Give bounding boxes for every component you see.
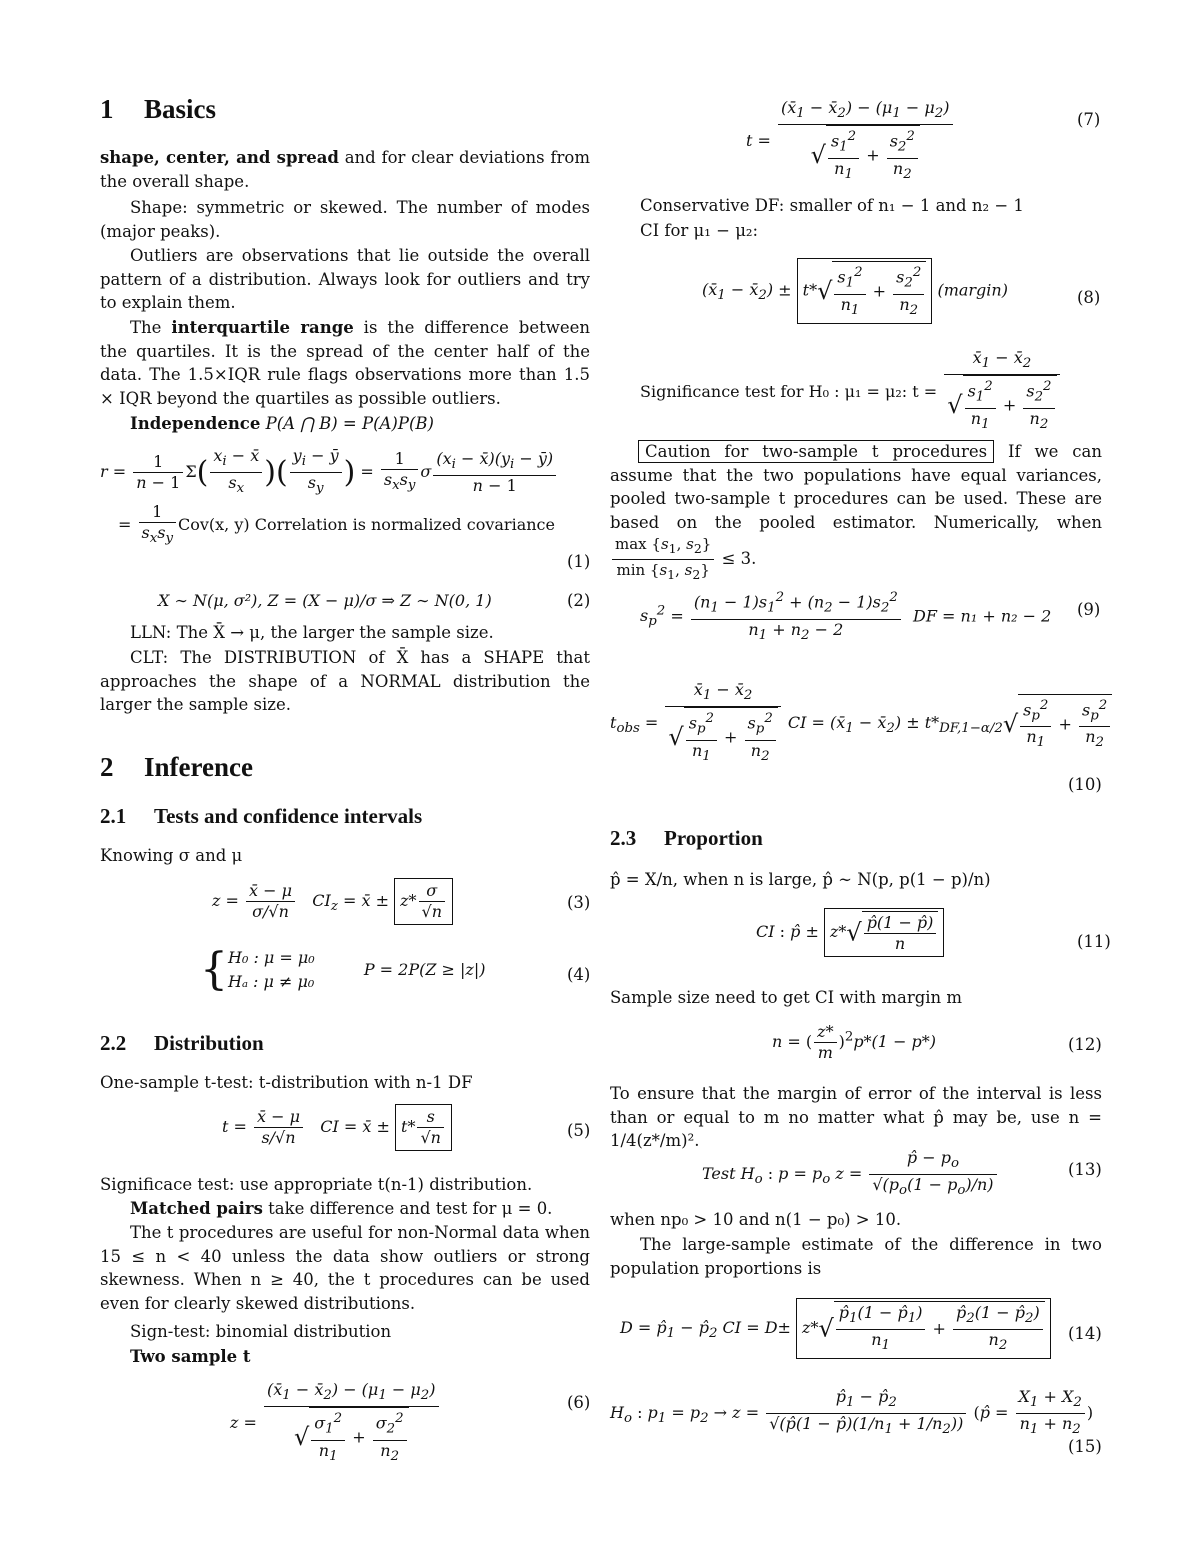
section-2-heading: 2 Inference <box>100 752 253 782</box>
paragraph-shape-center: shape, center, and spread and for clear deviations from the overall shape. <box>100 148 590 191</box>
equation-number-3: (3) <box>567 893 591 912</box>
caution-box: Caution for two-sample t procedures <box>638 440 994 463</box>
equation-number-1: (1) <box>567 552 591 571</box>
independence-line: Independence P(A ⋂ B) = P(A)P(B) <box>130 414 434 433</box>
equation-number-9: (9) <box>1077 600 1101 619</box>
caution-paragraph: Caution for two-sample t procedures If we can assume that the two populations have equal variances, pooled two-sample t procedures can be used. These are based on the pooled estimator. Numerically, when $\frac{\max \{s_1, s_2\}}{\min \{s_1, s_2\}}$ ≤ 3. <box>610 440 1102 585</box>
significance-test-two-sample: Significance test for H₀ : μ₁ = μ₂: t = $x̄_1$ − $x̄_2$ √ $\frac{s_1^2}{n_1}$ + $\frac{s_2^2}{n_2}$ <box>640 348 1062 435</box>
equation-number-2: (2) <box>567 591 591 610</box>
equation-number-13: (13) <box>1068 1160 1102 1179</box>
sign-test-text: Sign-test: binomial distribution <box>130 1322 392 1341</box>
equation-number-15: (15) <box>1068 1437 1102 1456</box>
equation-number-12: (12) <box>1068 1035 1102 1054</box>
knowing-sigma-text: Knowing σ and μ <box>100 846 243 865</box>
clt-text: CLT: The DISTRIBUTION of X̄ has a SHAPE that approaches the shape of a NORMAL distribution the larger the sample size. <box>100 648 590 714</box>
equation-number-4: (4) <box>567 965 591 984</box>
sample-size-equation: n = ( $\frac{z*}{m}$ )$^2$p*(1 − p*) <box>772 1022 937 1062</box>
large-sample-text: The large-sample estimate of the difference in two population proportions is <box>610 1235 1102 1278</box>
two-sample-t-label: Two sample t <box>130 1347 251 1366</box>
significance-test-text: Significace test: use appropriate t(n-1) distribution. <box>100 1175 533 1194</box>
section-1-heading: 1 Basics <box>100 94 217 124</box>
section-2-3-heading: 2.3 Proportion <box>610 826 763 850</box>
normal-standardize-equation: X ∼ N(μ, σ²), Z = (X − μ)/σ ⇒ Z ∼ N(0, 1) <box>158 591 492 610</box>
correlation-equation-cont: = $\frac{1}{s_xs_y}$ Cov(x, y) Correlation is normalized covariance <box>118 502 555 549</box>
hypothesis-equation: { H₀ : μ = μ₀ Hₐ : μ ≠ μ₀ P = 2P(Z ≥ |z|) <box>200 944 486 995</box>
lln-text: LLN: The X̄ → μ, the larger the sample size. <box>130 623 494 642</box>
t-procedures-text: The t procedures are useful for non-Normal data when 15 ≤ n < 40 unless the data show outliers or strong skewness. When n ≥ 40, the t procedures can be used even for clearly skewed distributions. <box>100 1223 590 1313</box>
proportion-line: p̂ = X/n, when n is large, p̂ ∼ N(p, p(1 − p)/n) <box>610 870 991 889</box>
section-2-1-heading: 2.1 Tests and confidence intervals <box>100 804 423 828</box>
ci-label-text: CI for μ₁ − μ₂: <box>640 221 759 240</box>
equation-number-5: (5) <box>567 1121 591 1140</box>
equation-number-7: (7) <box>1077 110 1101 129</box>
correlation-equation: r = $\frac{1}{n - 1}$ Σ( $\frac{x_i - x̄}{s_x}$ )( $\frac{y_i - ȳ}{s_y}$ ) = $\frac{1}{s_xs_y}$ σ $\frac{(x_i - x̄)(y_i - ȳ)}{n - 1}$ <box>100 446 558 499</box>
matched-pairs-text: Matched pairs take difference and test for μ = 0. <box>130 1199 553 1218</box>
one-sample-text: One-sample t-test: t-distribution with n-1 DF <box>100 1073 473 1092</box>
equation-number-8: (8) <box>1077 288 1101 307</box>
z-ci-equation: z = $\frac{x̄ - \mu}{\sigma/√n}$ $CI_z$ = x̄ ± z* $\frac{\sigma}{√n}$ <box>212 878 453 925</box>
equation-number-14: (14) <box>1068 1324 1102 1343</box>
section-2-2-heading: 2.2 Distribution <box>100 1031 264 1055</box>
t-ci-equation: t = $\frac{x̄ - \mu}{s/√n}$ CI = x̄ ± t* $\frac{s}{√n}$ <box>222 1104 452 1151</box>
when-np-text: when np₀ > 10 and n(1 − p₀) > 10. <box>610 1210 902 1229</box>
equation-number-6: (6) <box>567 1393 591 1412</box>
sample-size-text: Sample size need to get CI with margin m <box>610 988 963 1007</box>
ensure-text: To ensure that the margin of error of the interval is less than or equal to m no matter what p̂ may be, use n = 1/4(z*/m)². <box>610 1084 1102 1150</box>
pooled-variance-equation: $s_p^2$ = $\frac{(n_1 - 1)s_1^2 + (n_2 - 1)s_2^2}{n_1 + n_2 - 2}$ DF = n₁ + n₂ − 2 <box>640 588 1051 646</box>
pooled-t-equation: $t_{obs}$ = $x̄_1$ − $x̄_2$ √ $\frac{s_p^2}{n_1}$ + $\frac{s_p^2}{n_2}$ CI = ($x̄_1$ − $x̄_2) \pm t*_{DF,1-\alpha/2}√$ $\frac{s_p^2}{n_1}$ + $\frac{s_p^2}{n_2}$ <box>610 680 1112 767</box>
two-sample-ci-equation: ($x̄_1$ − $x̄_2) \pm t*√$ $\frac{s_1^2}{n_1}$ + $\frac{s_2^2}{n_2}$ (margin) <box>702 258 1008 324</box>
equation-number-11: (11) <box>1077 932 1111 951</box>
proportion-test-equation: Test $H_o$ : $p = p_o$ z = $\frac{p̂ - p_o}{√(p_o(1 - p_o)/n)}$ <box>702 1148 999 1201</box>
paragraph-outliers: Outliers are observations that lie outside the overall pattern of a distribution. Always look for outliers and try to explain them. <box>100 246 590 312</box>
proportion-difference-test-equation: $H_o$ : $p_1 = p_2 \to z$ = $\frac{p̂_1 - p̂_2}{√(p̂(1 - p̂)(1/n_1 + 1/n_2))}$ (p̂ = $\frac{X_1 + X_2}{n_1 + n_2}$ ) <box>610 1387 1093 1440</box>
difference-proportion-equation: $D = p̂_1$ − $p̂_2$ CI = D± z*√ $\frac{p̂_1(1 - p̂_1)}{n_1}$ + $\frac{p̂_2(1 - p̂_2)}{n_2}$ <box>620 1298 1051 1359</box>
equation-number-10: (10) <box>1068 775 1102 794</box>
proportion-ci-equation: CI : p̂ ± z*√ $\frac{p̂(1 - p̂)}{n}$ <box>756 908 944 957</box>
paragraph-shape: Shape: symmetric or skewed. The number of modes (major peaks). <box>100 198 590 241</box>
conservative-df-text: Conservative DF: smaller of n₁ − 1 and n₂ − 1 <box>640 196 1024 215</box>
two-sample-t-equation: t = ($x̄_1$ − $x̄_2) - (\mu_1 - \mu_2)$ √ $\frac{s_1^2}{n_1}$ + $\frac{s_2^2}{n_2}$ <box>746 98 955 185</box>
paragraph-iqr: The interquartile range is the difference between the quartiles. It is the spread of the center half of the data. The 1.5×IQR rule flags observations more than 1.5 × IQR beyond the quartiles as possible outliers. <box>100 318 590 408</box>
two-sample-z-equation: z = ($x̄_1$ − $x̄_2) - (\mu_1 - \mu_2)$ √ $\frac{\sigma_1^2}{n_1}$ + $\frac{\sigma_2^2}{n_2}$ <box>230 1380 441 1467</box>
